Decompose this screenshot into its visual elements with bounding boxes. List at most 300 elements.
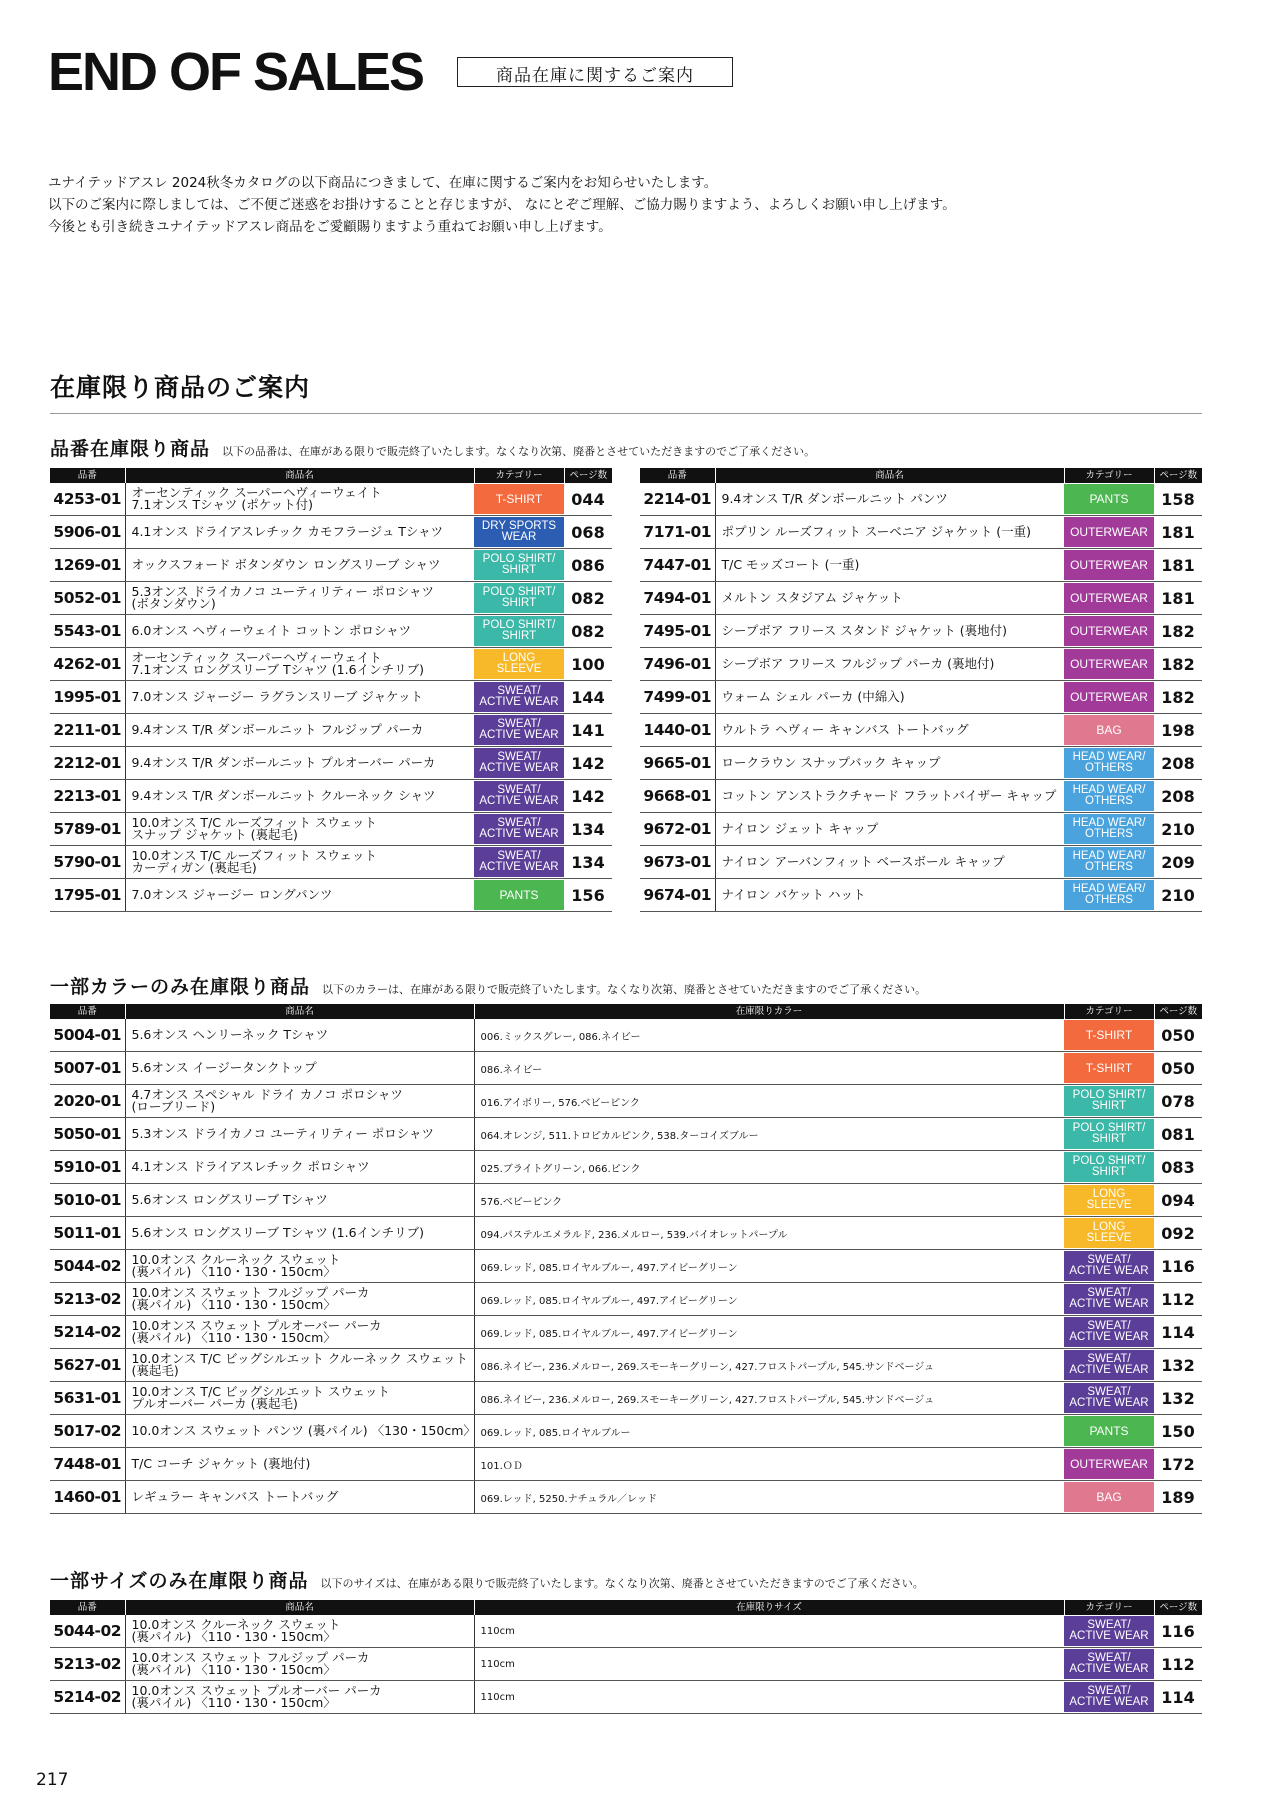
category-line: ACTIVE WEAR <box>1069 1397 1149 1409</box>
product-number: 9665-01 <box>640 747 715 780</box>
category-cell <box>1064 747 1154 780</box>
table-row <box>640 681 1202 714</box>
category-badge <box>1064 1053 1154 1083</box>
table-row <box>50 846 612 879</box>
product-name-line: ナイロン アーバンフィット ベースボール キャップ <box>721 854 1005 869</box>
category-cell <box>474 615 564 648</box>
category-line: T-SHIRT <box>1085 1027 1133 1042</box>
category-cell <box>474 582 564 615</box>
product-name-line: ナイロン バケット ハット <box>721 887 866 902</box>
category-line: SWEAT/ <box>497 784 541 796</box>
table-row <box>640 549 1202 582</box>
category-badge <box>474 814 564 844</box>
page-ref: 112 <box>1154 1648 1202 1681</box>
stock-limited-value: 069.レッド, 085.ロイヤルブルー, 497.アイビーグリーン <box>474 1283 1064 1316</box>
table-row <box>50 780 612 813</box>
category-line: SHIRT <box>501 630 537 642</box>
category-line: SWEAT/ <box>1087 1320 1131 1332</box>
product-number: 1269-01 <box>50 549 125 582</box>
product-number: 5543-01 <box>50 615 125 648</box>
category-cell <box>474 813 564 846</box>
category-line: OTHERS <box>1085 795 1133 807</box>
product-name-cell <box>125 549 474 582</box>
product-table-right <box>640 468 1202 912</box>
table-row <box>50 1615 1202 1648</box>
category-badge <box>1064 1383 1154 1413</box>
table-row <box>50 582 612 615</box>
product-name-cell <box>125 846 474 879</box>
category-badge <box>1064 1350 1154 1380</box>
category-line: SWEAT/ <box>1087 1287 1131 1299</box>
product-name-cell <box>125 1118 474 1151</box>
category-cell <box>1064 846 1154 879</box>
category-line: SWEAT/ <box>1087 1619 1131 1631</box>
category-line: BAG <box>1096 1489 1122 1504</box>
category-line: OUTERWEAR <box>1070 524 1148 539</box>
product-name-cell <box>715 846 1064 879</box>
category-cell <box>1064 879 1154 912</box>
category-badge <box>474 616 564 646</box>
product-name-line: 10.0オンス T/C ルーズフィット スウェット <box>131 815 377 830</box>
category-line: POLO SHIRT/ <box>1072 1089 1146 1101</box>
stock-limited-value: 069.レッド, 085.ロイヤルブルー <box>474 1415 1064 1448</box>
page-ref: 172 <box>1154 1448 1202 1481</box>
page-ref: 082 <box>564 615 612 648</box>
product-number: 4262-01 <box>50 648 125 681</box>
product-number: 2213-01 <box>50 780 125 813</box>
col-header-name: 商品名 <box>125 468 474 483</box>
category-cell <box>1064 1217 1154 1250</box>
category-badge <box>1064 1649 1154 1679</box>
category-line: SHIRT <box>501 564 537 576</box>
product-name-cell <box>125 1316 474 1349</box>
product-name-line: 10.0オンス スウェット プルオーバー パーカ <box>131 1318 382 1333</box>
intro-line: ユナイテッドアスレ 2024秋冬カタログの以下商品につきまして、在庫に関するご案内をお知らせいたします。 <box>48 175 718 191</box>
product-name-cell <box>125 1349 474 1382</box>
category-cell <box>1064 1085 1154 1118</box>
section-divider <box>50 413 1202 414</box>
page-ref: 156 <box>564 879 612 912</box>
product-number: 5050-01 <box>50 1118 125 1151</box>
product-number: 5906-01 <box>50 516 125 549</box>
category-line: ACTIVE WEAR <box>1069 1364 1149 1376</box>
col-header-page: ページ数 <box>1154 1600 1202 1615</box>
table-row <box>50 1118 1202 1151</box>
page-ref: 068 <box>564 516 612 549</box>
category-cell <box>1064 1382 1154 1415</box>
category-line: POLO SHIRT/ <box>1072 1155 1146 1167</box>
category-line: PANTS <box>499 887 539 902</box>
stock-limited-value: 069.レッド, 085.ロイヤルブルー, 497.アイビーグリーン <box>474 1250 1064 1283</box>
product-number: 5213-02 <box>50 1283 125 1316</box>
product-name-line: T/C モッズコート (一重) <box>721 557 860 572</box>
table-row <box>50 1415 1202 1448</box>
category-line: OUTERWEAR <box>1070 689 1148 704</box>
col-header-page: ページ数 <box>564 468 612 483</box>
product-name-line: シープボア フリース フルジップ パーカ (裏地付) <box>721 656 995 671</box>
size-section-heading <box>50 1566 924 1593</box>
col-header-category: カテゴリー <box>1064 1600 1154 1615</box>
category-badge <box>1064 583 1154 613</box>
product-name-line: メルトン スタジアム ジャケット <box>721 590 903 605</box>
category-badge <box>1064 1152 1154 1182</box>
product-name-line: 10.0オンス T/C ルーズフィット スウェット <box>131 848 377 863</box>
col-header-page: ページ数 <box>1154 1004 1202 1019</box>
product-name-line: ウルトラ ヘヴィー キャンバス トートバッグ <box>721 722 969 737</box>
product-number: 1460-01 <box>50 1481 125 1514</box>
table-row <box>50 879 612 912</box>
stock-limited-value: 086.ネイビー, 236.メルロー, 269.スモーキーグリーン, 427.フロストパープル, 545.サンドベージュ <box>474 1382 1064 1415</box>
category-cell <box>474 648 564 681</box>
category-cell <box>1064 582 1154 615</box>
category-cell <box>474 516 564 549</box>
category-badge <box>1064 1119 1154 1149</box>
category-cell <box>1064 549 1154 582</box>
col-header-stock-size: 在庫限りサイズ <box>474 1600 1064 1615</box>
category-badge <box>1064 1682 1154 1712</box>
page-ref: 150 <box>1154 1415 1202 1448</box>
product-name-cell <box>125 516 474 549</box>
category-line: OTHERS <box>1085 861 1133 873</box>
product-number: 5007-01 <box>50 1052 125 1085</box>
category-line: ACTIVE WEAR <box>1069 1696 1149 1708</box>
table-row <box>50 1217 1202 1250</box>
category-cell <box>474 714 564 747</box>
category-line: POLO SHIRT/ <box>482 586 556 598</box>
product-name-line: 5.6オンス ヘンリーネック Tシャツ <box>131 1027 329 1042</box>
product-name-line: (裏パイル) 〈110・130・150cm〉 <box>131 1297 336 1312</box>
product-name-line: (裏起毛) <box>131 1363 179 1378</box>
stock-limited-value: 025.ブライトグリーン, 066.ピンク <box>474 1151 1064 1184</box>
category-cell <box>474 483 564 516</box>
category-badge <box>1064 814 1154 844</box>
product-name-line: 5.6オンス イージータンクトップ <box>131 1060 317 1075</box>
col-header-category: カテゴリー <box>474 468 564 483</box>
page-ref: 142 <box>564 747 612 780</box>
page-ref: 086 <box>564 549 612 582</box>
product-name-cell <box>125 1283 474 1316</box>
category-badge <box>1064 517 1154 547</box>
product-name-cell <box>715 615 1064 648</box>
product-name-line: 10.0オンス スウェット プルオーバー パーカ <box>131 1683 382 1698</box>
product-name-cell <box>715 813 1064 846</box>
category-line: HEAD WEAR/ <box>1072 817 1146 829</box>
table-row <box>50 1382 1202 1415</box>
category-line: SWEAT/ <box>497 718 541 730</box>
category-cell <box>474 780 564 813</box>
table-row <box>640 648 1202 681</box>
product-name-line: 4.1オンス ドライアスレチック カモフラージュ Tシャツ <box>131 524 444 539</box>
product-name-cell <box>125 780 474 813</box>
page-ref: 208 <box>1154 747 1202 780</box>
page-header <box>48 42 733 102</box>
category-line: OUTERWEAR <box>1070 656 1148 671</box>
product-name-line: 10.0オンス T/C ビッグシルエット クルーネック スウェット <box>131 1351 468 1366</box>
category-line: T-SHIRT <box>495 491 543 506</box>
product-number: 5214-02 <box>50 1316 125 1349</box>
stock-limited-value: 110cm <box>474 1681 1064 1714</box>
page-ref: 181 <box>1154 549 1202 582</box>
product-name-line: 7.1オンス ロングスリーブ Tシャツ (1.6インチリブ) <box>131 662 424 677</box>
color-section-heading <box>50 972 926 999</box>
product-name-line: T/C コーチ ジャケット (裏地付) <box>131 1456 311 1471</box>
product-name-cell <box>715 549 1064 582</box>
product-number: 5789-01 <box>50 813 125 846</box>
product-number: 5004-01 <box>50 1019 125 1052</box>
category-badge <box>1064 880 1154 910</box>
category-line: POLO SHIRT/ <box>482 619 556 631</box>
product-name-cell <box>125 1085 474 1118</box>
page-ref: 083 <box>1154 1151 1202 1184</box>
category-line: ACTIVE WEAR <box>1069 1265 1149 1277</box>
product-number: 5910-01 <box>50 1151 125 1184</box>
product-name-line: スナップ ジャケット (裏起毛) <box>131 827 298 842</box>
page-ref: 132 <box>1154 1349 1202 1382</box>
product-number: 2211-01 <box>50 714 125 747</box>
product-name-cell <box>125 1448 474 1481</box>
page-ref: 182 <box>1154 648 1202 681</box>
category-badge <box>1064 616 1154 646</box>
category-line: PANTS <box>1089 491 1129 506</box>
category-cell <box>1064 813 1154 846</box>
product-number: 1995-01 <box>50 681 125 714</box>
category-line: OUTERWEAR <box>1070 590 1148 605</box>
page-number: 217 <box>36 1770 69 1790</box>
product-table-left <box>50 468 612 912</box>
stock-limited-value: 006.ミックスグレー, 086.ネイビー <box>474 1019 1064 1052</box>
page-ref: 210 <box>1154 879 1202 912</box>
category-cell <box>1064 1250 1154 1283</box>
category-badge <box>474 517 564 547</box>
category-badge <box>474 649 564 679</box>
category-cell <box>1064 1019 1154 1052</box>
page-ref: 189 <box>1154 1481 1202 1514</box>
table-row <box>50 1283 1202 1316</box>
table-row <box>50 615 612 648</box>
product-number: 7499-01 <box>640 681 715 714</box>
table-row <box>50 516 612 549</box>
product-name-line: 4.1オンス ドライアスレチック ポロシャツ <box>131 1159 370 1174</box>
category-cell <box>1064 1184 1154 1217</box>
product-name-line: 10.0オンス クルーネック スウェット <box>131 1617 341 1632</box>
product-name-line: ポプリン ルーズフィット スーベニア ジャケット (一重) <box>721 524 1032 539</box>
category-cell <box>1064 1648 1154 1681</box>
category-line: OUTERWEAR <box>1070 557 1148 572</box>
page-ref: 198 <box>1154 714 1202 747</box>
table-row <box>50 747 612 780</box>
table-row <box>640 879 1202 912</box>
table-row <box>50 1648 1202 1681</box>
category-cell <box>1064 780 1154 813</box>
category-line: SLEEVE <box>1086 1232 1132 1244</box>
table-row <box>640 582 1202 615</box>
stock-limited-value: 110cm <box>474 1648 1064 1681</box>
page-ref: 158 <box>1154 483 1202 516</box>
category-badge <box>1064 1086 1154 1116</box>
product-name-cell <box>125 1481 474 1514</box>
product-name-line: ウォーム シェル パーカ (中綿入) <box>721 689 905 704</box>
product-number: 4253-01 <box>50 483 125 516</box>
size-stock-table <box>50 1600 1202 1714</box>
table-row <box>50 648 612 681</box>
page-ref: 082 <box>564 582 612 615</box>
category-line: SLEEVE <box>1086 1199 1132 1211</box>
product-name-line: 9.4オンス T/R ダンボールニット フルジップ パーカ <box>131 722 424 737</box>
product-name-cell <box>125 879 474 912</box>
product-name-cell <box>715 714 1064 747</box>
product-name-cell <box>125 1151 474 1184</box>
stock-limited-value: 576.ベビーピンク <box>474 1184 1064 1217</box>
category-cell <box>474 846 564 879</box>
category-line: SLEEVE <box>496 663 542 675</box>
product-name-cell <box>715 483 1064 516</box>
table-row <box>50 1184 1202 1217</box>
product-name-line: 5.3オンス ドライカノコ ユーティリティー ポロシャツ <box>131 584 435 599</box>
table-row <box>50 1316 1202 1349</box>
product-name-cell <box>125 648 474 681</box>
table-row <box>50 549 612 582</box>
table-row <box>640 846 1202 879</box>
page-ref: 181 <box>1154 582 1202 615</box>
product-name-line: (ローブリード) <box>131 1099 216 1114</box>
category-line: ACTIVE WEAR <box>479 828 559 840</box>
product-name-line: コットン アンストラクチャード フラットバイザー キャップ <box>721 788 1057 803</box>
product-name-cell <box>715 747 1064 780</box>
table-row <box>640 714 1202 747</box>
product-name-line: 7.0オンス ジャージー ラグランスリーブ ジャケット <box>131 689 424 704</box>
table-row <box>50 1681 1202 1714</box>
page-ref: 081 <box>1154 1118 1202 1151</box>
product-name-line: レギュラー キャンバス トートバッグ <box>131 1489 339 1504</box>
category-cell <box>474 549 564 582</box>
product-name-cell <box>125 714 474 747</box>
col-header-name: 商品名 <box>125 1600 474 1615</box>
product-name-line: オックスフォード ボタンダウン ロングスリーブ シャツ <box>131 557 441 572</box>
category-line: ACTIVE WEAR <box>1069 1331 1149 1343</box>
product-name-cell <box>715 681 1064 714</box>
category-cell <box>1064 1481 1154 1514</box>
page-ref: 112 <box>1154 1283 1202 1316</box>
product-name-line: 10.0オンス スウェット フルジップ パーカ <box>131 1650 370 1665</box>
category-badge <box>1064 1020 1154 1050</box>
product-name-line: (裏パイル) 〈110・130・150cm〉 <box>131 1629 336 1644</box>
page-ref: 044 <box>564 483 612 516</box>
category-line: OTHERS <box>1085 828 1133 840</box>
category-line: SWEAT/ <box>497 685 541 697</box>
stock-limited-value: 086.ネイビー, 236.メルロー, 269.スモーキーグリーン, 427.フロストパープル, 545.サンドベージュ <box>474 1349 1064 1382</box>
page-ref: 078 <box>1154 1085 1202 1118</box>
category-cell <box>1064 1615 1154 1648</box>
product-number: 5052-01 <box>50 582 125 615</box>
category-badge <box>474 781 564 811</box>
product-number: 9674-01 <box>640 879 715 912</box>
product-name-cell <box>125 1615 474 1648</box>
product-number: 1795-01 <box>50 879 125 912</box>
product-name-line: プルオーバー パーカ (裏起毛) <box>131 1396 298 1411</box>
category-badge <box>1064 1616 1154 1646</box>
product-name-cell <box>125 813 474 846</box>
table-row <box>640 780 1202 813</box>
category-line: ACTIVE WEAR <box>479 795 559 807</box>
page-ref: 182 <box>1154 681 1202 714</box>
page-ref: 116 <box>1154 1250 1202 1283</box>
page-ref: 142 <box>564 780 612 813</box>
category-line: BAG <box>1096 722 1122 737</box>
category-line: ACTIVE WEAR <box>479 696 559 708</box>
stock-limited-value: 069.レッド, 5250.ナチュラル／レッド <box>474 1481 1064 1514</box>
page-ref: 050 <box>1154 1019 1202 1052</box>
category-line: WEAR <box>501 531 537 543</box>
product-name-cell <box>715 780 1064 813</box>
product-number: 2212-01 <box>50 747 125 780</box>
stock-limited-value: 064.オレンジ, 511.トロピカルピンク, 538.ターコイズブルー <box>474 1118 1064 1151</box>
col-header-name: 商品名 <box>715 468 1064 483</box>
page-ref: 209 <box>1154 846 1202 879</box>
color-section-title: 一部カラーのみ在庫限り商品 <box>50 976 311 998</box>
page-ref: 134 <box>564 846 612 879</box>
product-name-cell <box>125 1052 474 1085</box>
product-name-line: 6.0オンス ヘヴィーウェイト コットン ポロシャツ <box>131 623 412 638</box>
category-line: SHIRT <box>501 597 537 609</box>
category-line: HEAD WEAR/ <box>1072 751 1146 763</box>
product-name-line: (裏パイル) 〈110・130・150cm〉 <box>131 1662 336 1677</box>
product-name-cell <box>715 879 1064 912</box>
category-badge <box>474 682 564 712</box>
col-header-no: 品番 <box>640 468 715 483</box>
product-name-line: (裏パイル) 〈110・130・150cm〉 <box>131 1264 336 1279</box>
category-line: POLO SHIRT/ <box>482 553 556 565</box>
product-name-line: 10.0オンス スウェット パンツ (裏パイル) 〈130・150cm〉 <box>131 1423 476 1438</box>
category-line: SWEAT/ <box>1087 1386 1131 1398</box>
product-number: 5631-01 <box>50 1382 125 1415</box>
color-section-note: 以下のカラーは、在庫がある限りで販売終了いたします。なくなり次第、廃番とさせていただきますのでご了承ください。 <box>322 983 927 996</box>
product-number: 5044-02 <box>50 1250 125 1283</box>
product-number: 9668-01 <box>640 780 715 813</box>
product-name-line: 7.0オンス ジャージー ロングパンツ <box>131 887 333 902</box>
product-name-line: 10.0オンス スウェット フルジップ パーカ <box>131 1285 370 1300</box>
category-line: PANTS <box>1089 1423 1129 1438</box>
product-number: 5011-01 <box>50 1217 125 1250</box>
category-line: SWEAT/ <box>497 817 541 829</box>
product-section-note: 以下の品番は、在庫がある限りで販売終了いたします。なくなり次第、廃番とさせていただきますのでご了承ください。 <box>222 445 816 458</box>
page-ref: 094 <box>1154 1184 1202 1217</box>
product-number: 5010-01 <box>50 1184 125 1217</box>
page-ref: 182 <box>1154 615 1202 648</box>
product-name-line: シープボア フリース スタンド ジャケット (裏地付) <box>721 623 1008 638</box>
product-name-cell <box>125 1250 474 1283</box>
category-badge <box>1064 682 1154 712</box>
product-name-cell <box>125 1382 474 1415</box>
col-header-no: 品番 <box>50 1004 125 1019</box>
stock-limited-value: 016.アイボリー, 576.ベビーピンク <box>474 1085 1064 1118</box>
category-line: SWEAT/ <box>497 751 541 763</box>
category-cell <box>1064 1151 1154 1184</box>
product-number: 7447-01 <box>640 549 715 582</box>
category-line: ACTIVE WEAR <box>479 861 559 873</box>
page-ref: 092 <box>1154 1217 1202 1250</box>
table-row <box>640 747 1202 780</box>
category-badge <box>1064 715 1154 745</box>
category-line: ACTIVE WEAR <box>1069 1630 1149 1642</box>
category-cell <box>1064 1316 1154 1349</box>
product-name-cell <box>715 648 1064 681</box>
product-name-cell <box>125 1648 474 1681</box>
col-header-category: カテゴリー <box>1064 468 1154 483</box>
page-ref: 141 <box>564 714 612 747</box>
category-line: ACTIVE WEAR <box>1069 1663 1149 1675</box>
page-ref: 132 <box>1154 1382 1202 1415</box>
category-cell <box>474 747 564 780</box>
